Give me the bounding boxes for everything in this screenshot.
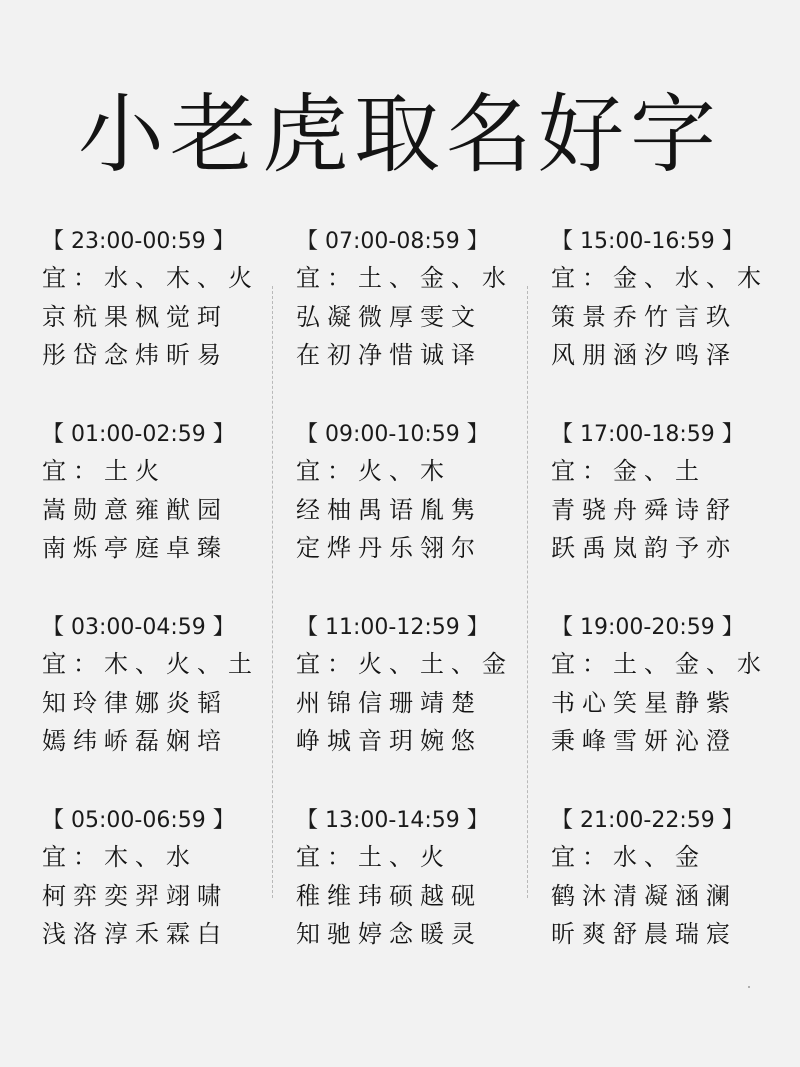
name-chars-row: 在初净惜诚译 xyxy=(296,341,482,369)
name-chars-row: 嫣纬峤磊娴培 xyxy=(42,727,228,755)
element-suggestion: 宜：土、火 xyxy=(296,843,451,871)
name-chars-row: 经柚禺语胤隽 xyxy=(296,495,482,524)
name-chars-row: 弘凝微厚雯文 xyxy=(296,302,482,331)
column-3 xyxy=(551,228,768,1000)
element-suggestion: 宜：金、水、木 xyxy=(551,264,768,292)
name-chars-row: 青骁舟舜诗舒 xyxy=(551,495,737,524)
element-suggestion: 宜：水、金 xyxy=(551,843,706,871)
element-suggestion: 宜：木、火、土 xyxy=(42,650,259,678)
time-range: 【 17:00-18:59 】 xyxy=(551,422,744,447)
element-suggestion: 宜：水、木、火 xyxy=(42,264,259,292)
time-range: 【 09:00-10:59 】 xyxy=(296,422,489,447)
time-block xyxy=(551,807,751,1000)
time-range: 【 03:00-04:59 】 xyxy=(42,615,235,640)
time-range: 【 13:00-14:59 】 xyxy=(296,808,489,833)
name-chars-row: 南烁亭庭卓臻 xyxy=(42,534,228,562)
name-chars-row: 柯弈奕羿翊啸 xyxy=(42,881,228,910)
name-chars-row: 风朋涵汐鸣泽 xyxy=(551,341,737,369)
corner-dot xyxy=(748,986,750,988)
time-range: 【 11:00-12:59 】 xyxy=(296,615,489,640)
name-chars-row: 知玲律娜炎韬 xyxy=(42,688,228,717)
name-chars-row: 稚维玮硕越砚 xyxy=(296,881,482,910)
time-block xyxy=(42,614,259,807)
name-chars-row: 峥城音玥婉悠 xyxy=(296,727,482,755)
time-range: 【 15:00-16:59 】 xyxy=(551,229,744,254)
name-chars-row: 京杭果枫觉珂 xyxy=(42,302,228,331)
time-block xyxy=(551,228,768,421)
column-1 xyxy=(42,228,259,1000)
column-2 xyxy=(296,228,513,1000)
time-block xyxy=(42,228,259,421)
element-suggestion: 宜：火、土、金 xyxy=(296,650,513,678)
time-block xyxy=(42,421,242,614)
time-range: 【 07:00-08:59 】 xyxy=(296,229,489,254)
name-chars-row: 跃禹岚韵予亦 xyxy=(551,534,737,562)
time-range: 【 19:00-20:59 】 xyxy=(551,615,744,640)
time-block xyxy=(296,421,496,614)
name-chars-row: 嵩勋意雍猷园 xyxy=(42,495,228,524)
name-chars-row: 秉峰雪妍沁澄 xyxy=(551,727,737,755)
time-block xyxy=(296,807,496,1000)
element-suggestion: 宜：木、水 xyxy=(42,843,197,871)
page-title: 小老虎取名好字 xyxy=(78,85,722,185)
time-block xyxy=(551,421,751,614)
element-suggestion: 宜：火、木 xyxy=(296,457,451,485)
element-suggestion: 宜：土火 xyxy=(42,457,166,485)
element-suggestion: 宜：土、金、水 xyxy=(551,650,768,678)
name-chars-row: 昕爽舒晨瑞宸 xyxy=(551,920,737,948)
column-divider-left xyxy=(272,286,273,898)
time-block xyxy=(296,228,513,421)
name-chars-row: 知驰婷念暖灵 xyxy=(296,920,482,948)
name-chars-row: 州锦信珊靖楚 xyxy=(296,688,482,717)
time-block xyxy=(551,614,768,807)
time-block xyxy=(296,614,513,807)
name-chars-row: 策景乔竹言玖 xyxy=(551,302,737,331)
time-range: 【 01:00-02:59 】 xyxy=(42,422,235,447)
name-chars-row: 彤岱念炜昕易 xyxy=(42,341,228,369)
name-chars-row: 浅洛淳禾霖白 xyxy=(42,920,228,948)
time-range: 【 05:00-06:59 】 xyxy=(42,808,235,833)
name-chars-row: 鹤沐清凝涵澜 xyxy=(551,881,737,910)
time-range: 【 21:00-22:59 】 xyxy=(551,808,744,833)
element-suggestion: 宜：金、土 xyxy=(551,457,706,485)
name-chars-row: 定烨丹乐翎尔 xyxy=(296,534,482,562)
time-block xyxy=(42,807,242,1000)
element-suggestion: 宜：土、金、水 xyxy=(296,264,513,292)
name-chars-row: 书心笑星静紫 xyxy=(551,688,737,717)
time-range: 【 23:00-00:59 】 xyxy=(42,229,235,254)
column-divider-right xyxy=(527,286,528,898)
